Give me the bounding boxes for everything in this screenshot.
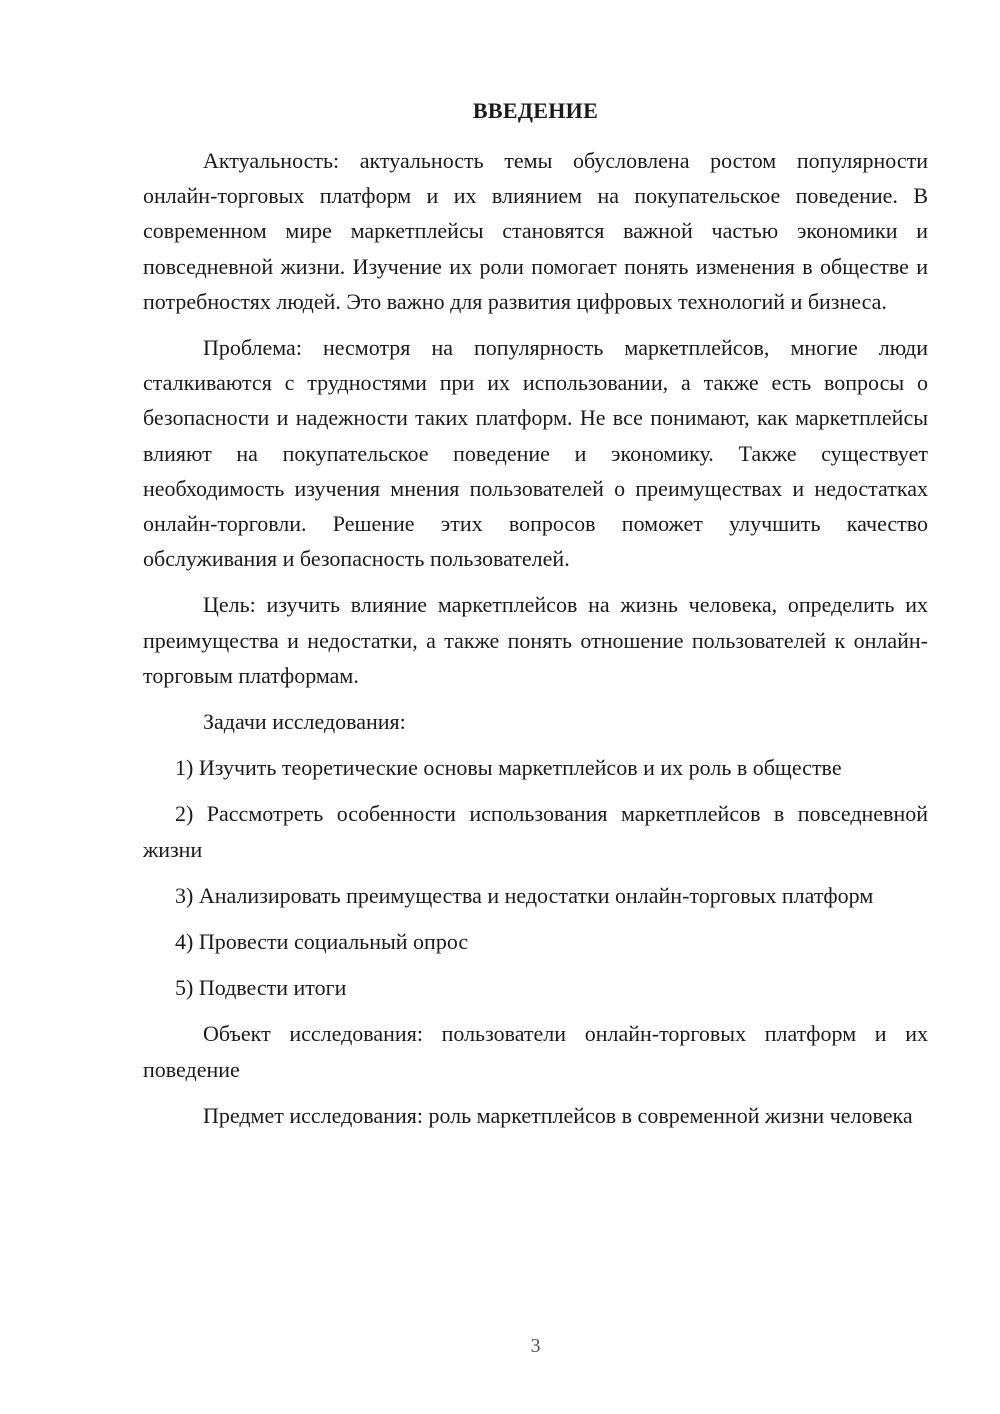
section-title: ВВЕДЕНИЕ — [472, 98, 599, 123]
relevance-paragraph: Актуальность: актуальность темы обусловлена ростом популярности онлайн-торговых платформ и их влиянием на покупательское поведение. В современном мире маркетплейсы становятся важной частью экономики и повседневной жизни. Изучение их роли помогает понять изменения в обществе и потребностях людей. Это важно для развития цифровых технологий и бизнеса. — [143, 148, 928, 314]
task-item-1: 1) Изучить теоретические основы маркетплейсов и их роль в обществе — [175, 755, 842, 781]
task-item-3: 3) Анализировать преимущества и недостатки онлайн-торговых платформ — [175, 882, 874, 908]
problem-paragraph: Проблема: несмотря на популярность маркетплейсов, многие люди сталкиваются с трудностями при их использовании, а также есть вопросы о безопасности и надежности таких платформ. Не все понимают, как маркетплейсы влияют на покупательское поведение и экономику. Также существует необходимость изучения мнения пользователей о преимуществах и недостатках онлайн-торговли. Решение этих вопросов поможет улучшить качество обслуживания и безопасность пользователей. — [143, 335, 928, 572]
task-item-5: 5) Подвести итоги — [175, 975, 347, 1001]
task-item-2: 2) Рассмотреть особенности использования маркетплейсов в повседневной жизни — [143, 801, 928, 862]
document-page — [143, 0, 928, 1414]
research-subject-paragraph: Предмет исследования: роль маркетплейсов в современной жизни человека — [203, 1102, 913, 1128]
page-number: 3 — [530, 1335, 541, 1357]
research-object-paragraph: Объект исследования: пользователи онлайн-торговых платформ и их поведение — [143, 1021, 928, 1082]
goal-paragraph: Цель: изучить влияние маркетплейсов на жизнь человека, определить их преимущества и недостатки, а также понять отношение пользователей к онлайн-торговым платформам. — [143, 592, 928, 688]
tasks-heading: Задачи исследования: — [203, 709, 406, 735]
document-body — [143, 143, 928, 1144]
task-item-4: 4) Провести социальный опрос — [175, 929, 469, 955]
